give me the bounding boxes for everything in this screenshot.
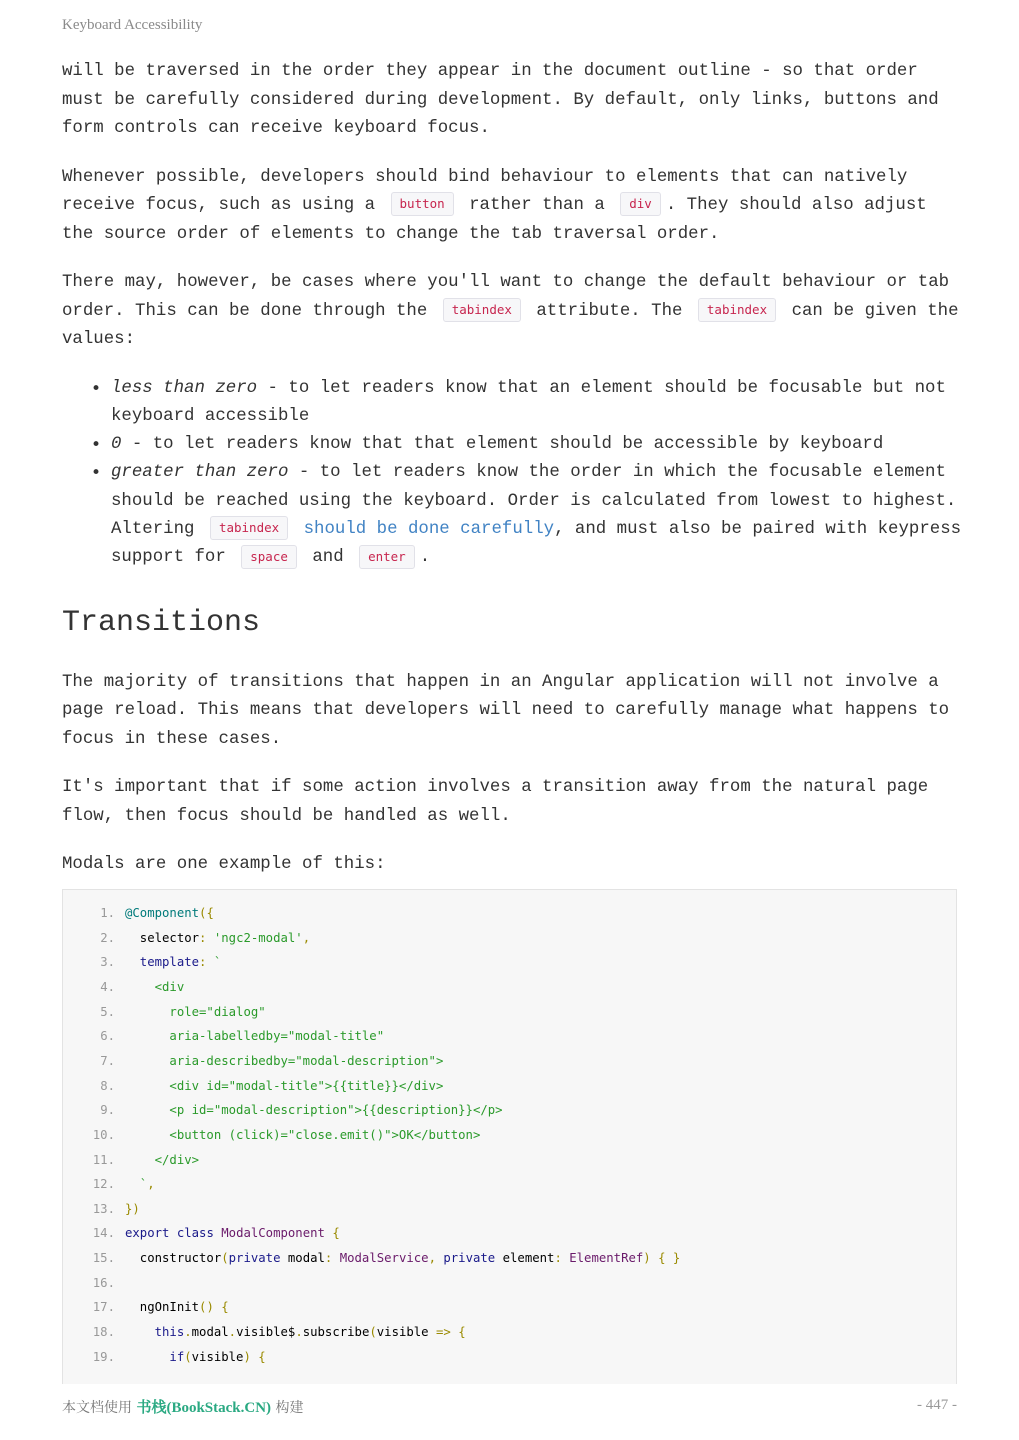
code-line <box>63 926 310 950</box>
code-token: , <box>428 1251 444 1266</box>
line-number: 9. <box>100 1103 115 1118</box>
line-number: 11. <box>92 1152 115 1167</box>
text: - to let readers know that an element should be focusable but not keyboard accessible <box>111 378 946 426</box>
line-number: 10. <box>92 1127 115 1142</box>
text: There may, however, be cases where you'll want to change the default behaviour or tab order. This can be done through the <box>62 273 950 321</box>
code-token: ngOnInit <box>125 1300 200 1315</box>
list-item <box>111 431 962 459</box>
code-token: private <box>228 1251 281 1266</box>
code-line <box>63 1000 266 1024</box>
code-token: ({ <box>199 906 214 920</box>
code-token: </div> <box>125 1152 200 1167</box>
text: attribute. The <box>536 301 683 321</box>
code-token: visible <box>376 1325 429 1340</box>
inline-code-tabindex: tabindex <box>698 298 776 322</box>
code-token: ModalService <box>339 1251 429 1266</box>
code-token: ( <box>369 1325 377 1340</box>
code-token: export <box>125 1226 170 1241</box>
line-number: 16. <box>92 1275 115 1290</box>
code-token: role="dialog" <box>125 1004 266 1019</box>
paragraph <box>62 164 962 250</box>
code-line <box>63 1221 340 1245</box>
list-item <box>111 375 962 432</box>
inline-code-space: space <box>241 545 297 569</box>
code-line <box>63 1345 266 1369</box>
section-heading: Transitions <box>62 605 261 640</box>
term: greater than zero <box>111 463 289 483</box>
code-line <box>63 1271 125 1295</box>
text: Whenever possible, developers should bind behaviour to elements that can natively receive focus, such as using a <box>62 167 908 215</box>
code-token: ModalComponent <box>221 1226 325 1241</box>
inline-code-button: button <box>391 192 454 216</box>
footer-credit <box>62 1396 304 1417</box>
line-number: 7. <box>100 1053 115 1068</box>
code-line <box>63 1172 155 1196</box>
inline-code-enter: enter <box>359 545 415 569</box>
code-token: { <box>324 1226 340 1241</box>
paragraph: The majority of transitions that happen in an Angular application will not involve a page reload. This means that developers will need to carefully manage what happens to focus in these cases. <box>62 672 950 749</box>
text: . They should also adjust the source order of elements to change the tab traversal order. <box>62 196 927 244</box>
paragraph: It's important that if some action involves a transition away from the natural page flow, then focus should be handled as well. <box>62 778 929 826</box>
code-token: () { <box>199 1300 229 1315</box>
code-line <box>63 1320 466 1344</box>
code-token: constructor <box>125 1251 222 1266</box>
code-token: this <box>125 1325 185 1340</box>
line-number: 3. <box>100 955 115 970</box>
bookstack-link[interactable]: 书栈(BookStack.CN) <box>136 1400 272 1416</box>
footer-suffix: 构建 <box>271 1400 304 1416</box>
inline-code-tabindex: tabindex <box>210 516 288 540</box>
line-number: 5. <box>100 1004 115 1019</box>
code-token: ` <box>206 955 222 970</box>
code-line <box>63 1295 229 1319</box>
code-line <box>63 1074 443 1098</box>
code-token: element <box>495 1251 555 1266</box>
code-token: . <box>228 1325 237 1340</box>
inline-code-div: div <box>620 192 661 216</box>
paragraph: Modals are one example of this: <box>62 855 386 875</box>
code-token: ` <box>125 1177 148 1192</box>
code-token: <button (click)="close.emit()">OK</button> <box>125 1127 481 1142</box>
line-number: 2. <box>100 930 115 945</box>
code-line <box>63 1197 140 1221</box>
term: less than zero <box>111 378 258 398</box>
bullet-list <box>62 375 962 573</box>
code-token: , <box>302 930 311 945</box>
code-token: <div <box>125 979 185 994</box>
code-token: : <box>199 930 207 945</box>
text: and <box>312 548 344 568</box>
code-token: <div id="modal-title">{{title}}</div> <box>125 1078 444 1093</box>
code-token: template <box>125 955 200 970</box>
text: can be given the values: <box>62 301 959 349</box>
code-token: @Component <box>125 906 200 920</box>
code-token: : <box>554 1251 570 1266</box>
code-token: aria-describedby="modal-description"> <box>125 1053 444 1068</box>
code-token: <p id="modal-description">{{description}}</p> <box>125 1103 503 1118</box>
running-header: Keyboard Accessibility <box>62 17 203 33</box>
text: , and must also be paired with keypress support for <box>111 519 962 568</box>
footer-prefix: 本文档使用 <box>62 1400 137 1416</box>
code-token: ) { <box>243 1349 266 1364</box>
list-item <box>111 459 962 572</box>
code-token: . <box>184 1325 192 1340</box>
code-token: . <box>295 1325 303 1340</box>
code-line <box>63 1148 199 1172</box>
code-token: => { <box>428 1325 466 1340</box>
code-line <box>63 1098 503 1122</box>
code-line <box>63 1246 680 1270</box>
code-line <box>63 1123 480 1147</box>
code-token: subscribe <box>302 1325 370 1340</box>
term: 0 <box>111 435 122 455</box>
code-token: visible <box>191 1349 244 1364</box>
paragraph: will be traversed in the order they appear in the document outline - so that order must be carefully considered during development. By default, only links, buttons and form controls can receive keyboard focus. <box>62 62 939 138</box>
code-line <box>63 901 214 925</box>
code-token: ( <box>221 1251 229 1266</box>
code-token: : <box>199 955 207 970</box>
code-token: ( <box>184 1349 192 1364</box>
article-body <box>62 58 962 900</box>
text: rather than a <box>469 196 605 215</box>
code-line <box>63 950 221 974</box>
line-number: 8. <box>100 1078 115 1093</box>
line-number: 4. <box>100 979 115 994</box>
paragraph <box>62 269 962 355</box>
text: - to let readers know that that element should be accessible by keyboard <box>121 435 884 455</box>
code-token: : <box>324 1251 340 1266</box>
code-token: aria-labelledby="modal-title" <box>125 1029 385 1044</box>
code-token: private <box>443 1251 496 1266</box>
line-number: 1. <box>100 906 115 920</box>
code-token: ElementRef <box>569 1251 644 1266</box>
text: . <box>419 548 431 568</box>
line-number: 6. <box>100 1029 115 1044</box>
code-token <box>206 931 213 945</box>
text: - to let readers know the order in which the focusable element should be reached using the keyboard. Order is calculated from lowest to highest. Altering <box>111 463 957 539</box>
inline-code-tabindex: tabindex <box>443 298 521 322</box>
code-token <box>169 1226 176 1240</box>
line-number: 13. <box>92 1201 115 1216</box>
code-line <box>63 1024 384 1048</box>
line-number: 17. <box>92 1300 115 1315</box>
code-token: 'ngc2-modal' <box>213 930 303 945</box>
page-number: - 447 - <box>917 1397 957 1413</box>
line-number: 19. <box>92 1349 115 1364</box>
line-number: 15. <box>92 1251 115 1266</box>
careful-link[interactable]: should be done carefully <box>303 519 555 539</box>
line-number: 12. <box>92 1177 115 1192</box>
line-number: 18. <box>92 1325 115 1340</box>
code-line <box>63 975 184 999</box>
code-token: class <box>176 1226 214 1241</box>
code-line <box>63 1049 443 1073</box>
code-token: selector <box>125 930 200 945</box>
code-token: ) { } <box>643 1251 681 1266</box>
code-token: }) <box>125 1201 140 1216</box>
line-number: 14. <box>92 1226 115 1241</box>
code-token: , <box>147 1177 155 1192</box>
code-token: visible$ <box>236 1325 296 1340</box>
code-token: modal <box>191 1325 229 1340</box>
code-token: if <box>125 1349 185 1364</box>
code-block <box>62 889 957 1384</box>
code-token: modal <box>280 1251 325 1266</box>
